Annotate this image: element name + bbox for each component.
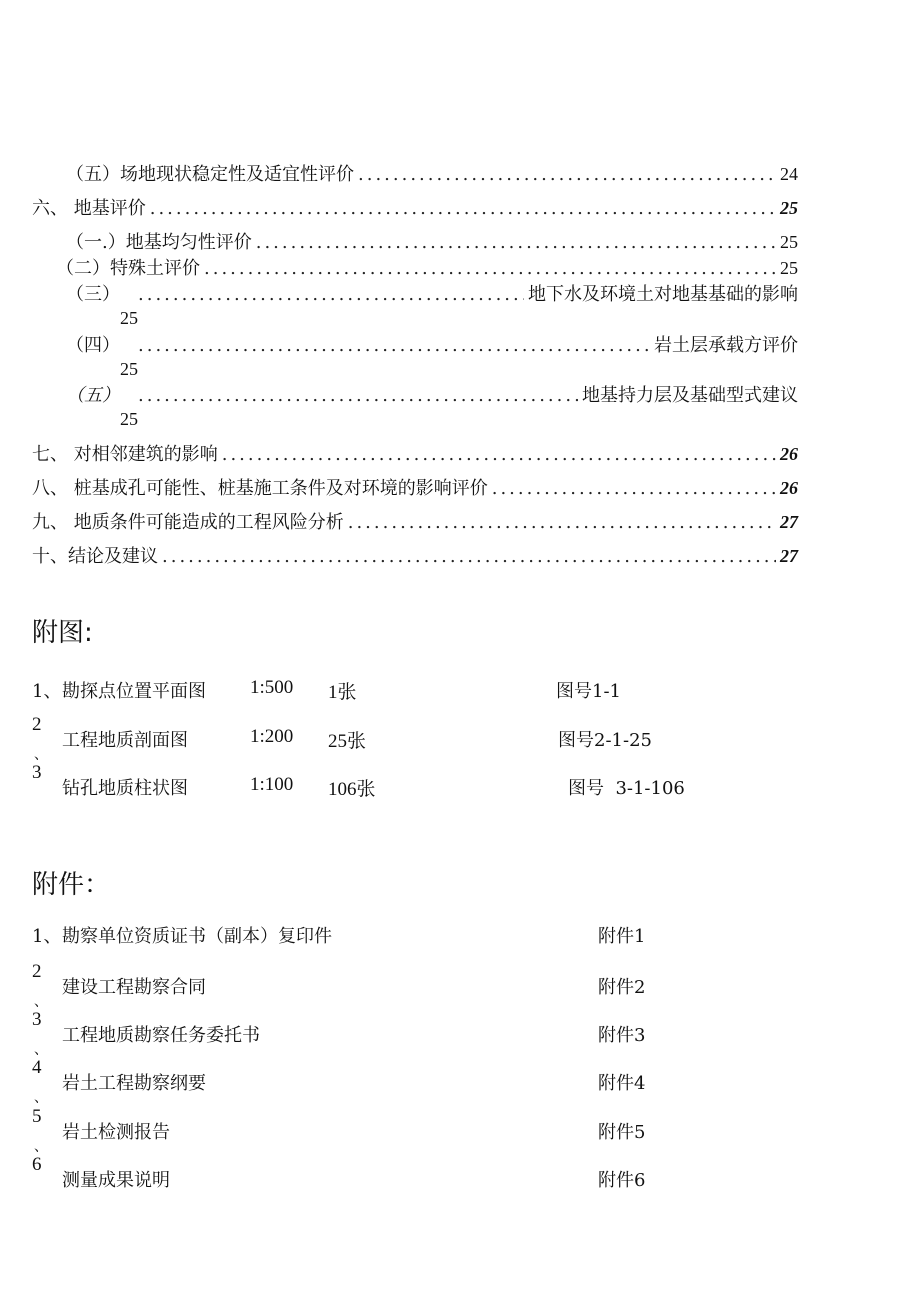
toc-page: 26 xyxy=(780,444,798,464)
attachment-item-num: 1、 xyxy=(32,926,62,947)
toc-label: （三） xyxy=(66,284,120,305)
toc-row[interactable] xyxy=(32,508,798,536)
figure-item-scale: 1:100 xyxy=(250,774,294,795)
toc-label: （一.）地基均匀性评价 xyxy=(66,232,252,253)
figure-item-scale: 1:500 xyxy=(250,677,294,698)
attachment-item-name: 岩土工程勘察纲要 xyxy=(62,1073,206,1094)
toc-label-tail: 地基持力层及基础型式建议 xyxy=(582,385,798,406)
toc-page: 27 xyxy=(780,546,798,566)
toc-page: 25 xyxy=(780,258,798,278)
attachment-item-name: 测量成果说明 xyxy=(62,1170,170,1191)
toc-label: 七、 对相邻建筑的影响 xyxy=(32,444,218,465)
attachment-item-sep: 、 xyxy=(34,1042,48,1058)
figure-item-name: 工程地质剖面图 xyxy=(62,730,188,751)
toc-label: 十、结论及建议 xyxy=(32,546,158,567)
toc-page: 25 xyxy=(120,409,138,429)
figure-item-count: 1张 xyxy=(328,682,357,703)
dot-leader xyxy=(150,198,776,219)
toc-row[interactable] xyxy=(32,474,798,502)
figure-item-name: 钻孔地质柱状图 xyxy=(62,778,188,799)
toc-row[interactable] xyxy=(66,381,798,409)
dot-leader xyxy=(222,444,776,465)
dot-leader xyxy=(492,478,776,499)
attachment-item-num: 6 xyxy=(32,1154,42,1175)
attachment-item-code: 附件3 xyxy=(598,1025,646,1046)
dot-leader xyxy=(204,258,776,279)
toc-row[interactable] xyxy=(66,280,798,308)
toc-label: （二）特殊土评价 xyxy=(56,258,200,279)
dot-leader xyxy=(348,512,776,533)
toc-row[interactable] xyxy=(56,254,798,282)
attachment-item-code: 附件6 xyxy=(598,1170,646,1191)
toc-label: 九、 地质条件可能造成的工程风险分析 xyxy=(32,512,344,533)
toc-label: 八、 桩基成孔可能性、桩基施工条件及对环境的影响评价 xyxy=(32,478,488,499)
attachment-item-num: 5 xyxy=(32,1106,42,1127)
dot-leader xyxy=(138,284,524,305)
attachment-item-num: 3 xyxy=(32,1009,42,1030)
attachments-heading: 附件： xyxy=(32,870,111,900)
toc-row[interactable] xyxy=(32,440,798,468)
figure-item-num: 2 xyxy=(32,714,42,735)
toc-label: 六、 地基评价 xyxy=(32,198,146,219)
attachment-item-name: 工程地质勘察任务委托书 xyxy=(62,1025,260,1046)
figure-item-scale: 1:200 xyxy=(250,726,294,747)
toc-label-tail: 岩土层承载方评价 xyxy=(654,335,798,356)
figure-item-count: 106张 xyxy=(328,779,376,800)
figure-item-code: 图号2-1-25 xyxy=(558,730,652,751)
toc-row[interactable] xyxy=(66,160,798,188)
attachment-item-sep: 、 xyxy=(34,1139,48,1155)
toc-page: 25 xyxy=(780,198,798,218)
attachment-item-name: 岩土检测报告 xyxy=(62,1122,170,1143)
attachment-item-code: 附件5 xyxy=(598,1122,646,1143)
figure-item-code: 图号 3-1-106 xyxy=(568,778,685,799)
dot-leader xyxy=(256,232,776,253)
attachment-item-code: 附件2 xyxy=(598,977,646,998)
attachment-item-name: 勘察单位资质证书（副本）复印件 xyxy=(62,926,332,947)
attachment-item-code: 附件4 xyxy=(598,1073,646,1094)
toc-page: 25 xyxy=(120,308,138,328)
toc-page: 24 xyxy=(780,164,798,184)
toc-label-tail: 地下水及环境土对地基基础的影响 xyxy=(528,284,798,305)
attachment-item-code: 附件1 xyxy=(598,926,646,947)
attachment-item-num: 2 xyxy=(32,961,42,982)
toc-label: （四） xyxy=(66,335,120,356)
toc-row[interactable] xyxy=(66,331,798,359)
toc-row[interactable] xyxy=(32,542,798,570)
dot-leader xyxy=(138,385,578,406)
dot-leader xyxy=(358,164,776,185)
figure-item-sep: 、 xyxy=(34,747,48,763)
toc-label: （五）场地现状稳定性及适宜性评价 xyxy=(66,164,354,185)
toc-page: 27 xyxy=(780,512,798,532)
figures-heading: 附图: xyxy=(32,618,93,648)
figure-item-code: 图号1-1 xyxy=(556,681,621,702)
attachment-item-sep: 、 xyxy=(34,1090,48,1106)
toc-row[interactable] xyxy=(66,228,798,256)
dot-leader xyxy=(138,335,650,356)
figure-item-name: 勘探点位置平面图 xyxy=(62,681,206,702)
dot-leader xyxy=(162,546,776,567)
toc-row[interactable] xyxy=(32,194,798,222)
toc-page: 26 xyxy=(780,478,798,498)
figure-item-num: 3 xyxy=(32,762,42,783)
attachment-item-name: 建设工程勘察合同 xyxy=(62,977,206,998)
toc-label: （五） xyxy=(66,385,120,406)
figure-item-count: 25张 xyxy=(328,731,367,752)
figure-item-num: 1、 xyxy=(32,681,62,702)
toc-page: 25 xyxy=(120,359,138,379)
attachment-item-num: 4 xyxy=(32,1057,42,1078)
attachment-item-sep: 、 xyxy=(34,994,48,1010)
toc-page: 25 xyxy=(780,232,798,252)
